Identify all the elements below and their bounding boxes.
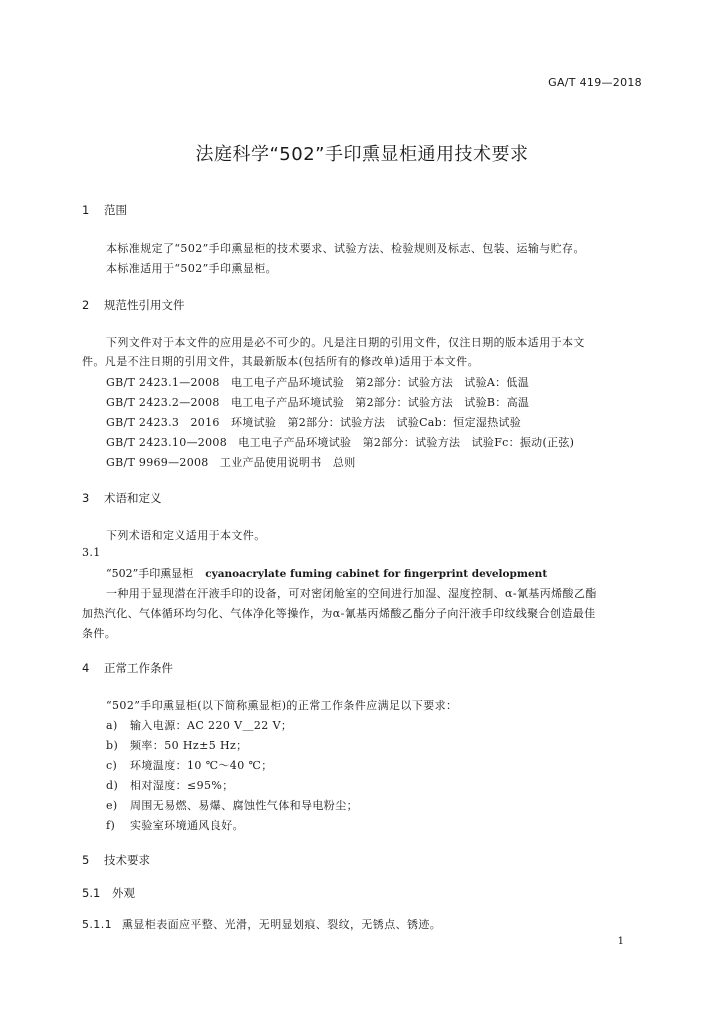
list-text: 周围无易燃、易爆、腐蚀性气体和导电粉尘； (130, 799, 358, 812)
clause-number: 5.1.1 (82, 918, 112, 931)
list-text: 相对湿度：≤95%； (130, 779, 234, 792)
paragraph: 下列文件对于本文件的应用是必不可少的。凡是注日期的引用文件，仅注日期的版本适用于本文 (106, 336, 585, 349)
list-item (106, 817, 244, 833)
list-label: d) (106, 779, 119, 792)
list-label: c) (106, 759, 118, 772)
reference-item: GB/T 9969—2008 工业产品使用说明书 总则 (106, 456, 356, 469)
list-text: 输入电源：AC 220 V＿22 V； (130, 719, 293, 732)
reference-item: GB/T 2423.3 2016 环境试验 第2部分：试验方法 试验Cab：恒定湿热试验 (106, 416, 522, 429)
paragraph: 下列术语和定义适用于本文件。 (106, 529, 266, 542)
list-item (106, 777, 234, 793)
definition: 一种用于显现潜在汗液手印的设备，可对密闭舱室的空间进行加湿、湿度控制、α-氰基丙烯酸乙酯 (106, 587, 597, 600)
paragraph: 本标准适用于“502”手印熏显柜。 (106, 262, 278, 275)
list-label: a) (106, 719, 118, 732)
term-entry (106, 565, 547, 581)
list-text: 环境温度：10 ℃～40 ℃； (130, 759, 273, 772)
list-label: e) (106, 799, 118, 812)
section-number: 4 (82, 661, 90, 675)
subsection-number: 5.1 (82, 886, 101, 900)
section-number: 3 (82, 491, 90, 505)
term-number: 3.1 (82, 546, 101, 559)
list-item (106, 717, 292, 733)
section-title: 规范性引用文件 (104, 298, 185, 312)
section-number: 1 (82, 203, 90, 217)
list-item (106, 797, 358, 813)
section-title: 正常工作条件 (104, 661, 173, 675)
clause (82, 916, 441, 932)
list-item (106, 737, 248, 753)
section-number: 2 (82, 298, 90, 312)
section-4-heading (82, 660, 173, 676)
section-1-heading (82, 202, 127, 218)
section-number: 5 (82, 853, 90, 867)
term-chinese: “502”手印熏显柜 (106, 567, 194, 580)
list-text: 频率：50 Hz±5 Hz； (130, 739, 248, 752)
document-title: 法庭科学“502”手印熏显柜通用技术要求 (195, 144, 529, 165)
section-title: 范围 (104, 203, 127, 217)
paragraph: “502”手印熏显柜(以下简称熏显柜)的正常工作条件应满足以下要求： (106, 699, 458, 712)
reference-item: GB/T 2423.1—2008 电工电子产品环境试验 第2部分：试验方法 试验A：低温 (106, 376, 530, 389)
list-label: b) (106, 739, 119, 752)
term-english: cyanoacrylate fuming cabinet for fingerprint development (205, 568, 548, 580)
list-item (106, 757, 273, 773)
definition: 条件。 (82, 627, 117, 640)
clause-text: 熏显柜表面应平整、光滑，无明显划痕、裂纹，无锈点、锈迹。 (122, 918, 442, 931)
section-title: 技术要求 (104, 853, 150, 867)
paragraph: 本标准规定了“502”手印熏显柜的技术要求、试验方法、检验规则及标志、包装、运输与贮存。 (106, 242, 585, 255)
list-text: 实验室环境通风良好。 (130, 819, 244, 832)
subsection-heading (82, 885, 135, 901)
list-label: f) (106, 819, 116, 832)
reference-item: GB/T 2423.2—2008 电工电子产品环境试验 第2部分：试验方法 试验B：高温 (106, 396, 530, 409)
definition: 加热汽化、气体循环均匀化、气体净化等操作，为α-氰基丙烯酸乙酯分子向汗液手印纹线聚合创造最佳 (82, 607, 596, 620)
section-5-heading (82, 852, 150, 868)
subsection-title: 外观 (112, 886, 135, 900)
section-2-heading (82, 297, 185, 313)
standard-number: GA/T 419—2018 (548, 76, 642, 89)
paragraph: 件。凡是不注日期的引用文件，其最新版本(包括所有的修改单)适用于本文件。 (82, 355, 479, 368)
section-3-heading (82, 490, 162, 506)
page-number: 1 (617, 936, 624, 947)
section-title: 术语和定义 (104, 491, 162, 505)
reference-item: GB/T 2423.10—2008 电工电子产品环境试验 第2部分：试验方法 试验Fc：振动(正弦) (106, 436, 575, 449)
